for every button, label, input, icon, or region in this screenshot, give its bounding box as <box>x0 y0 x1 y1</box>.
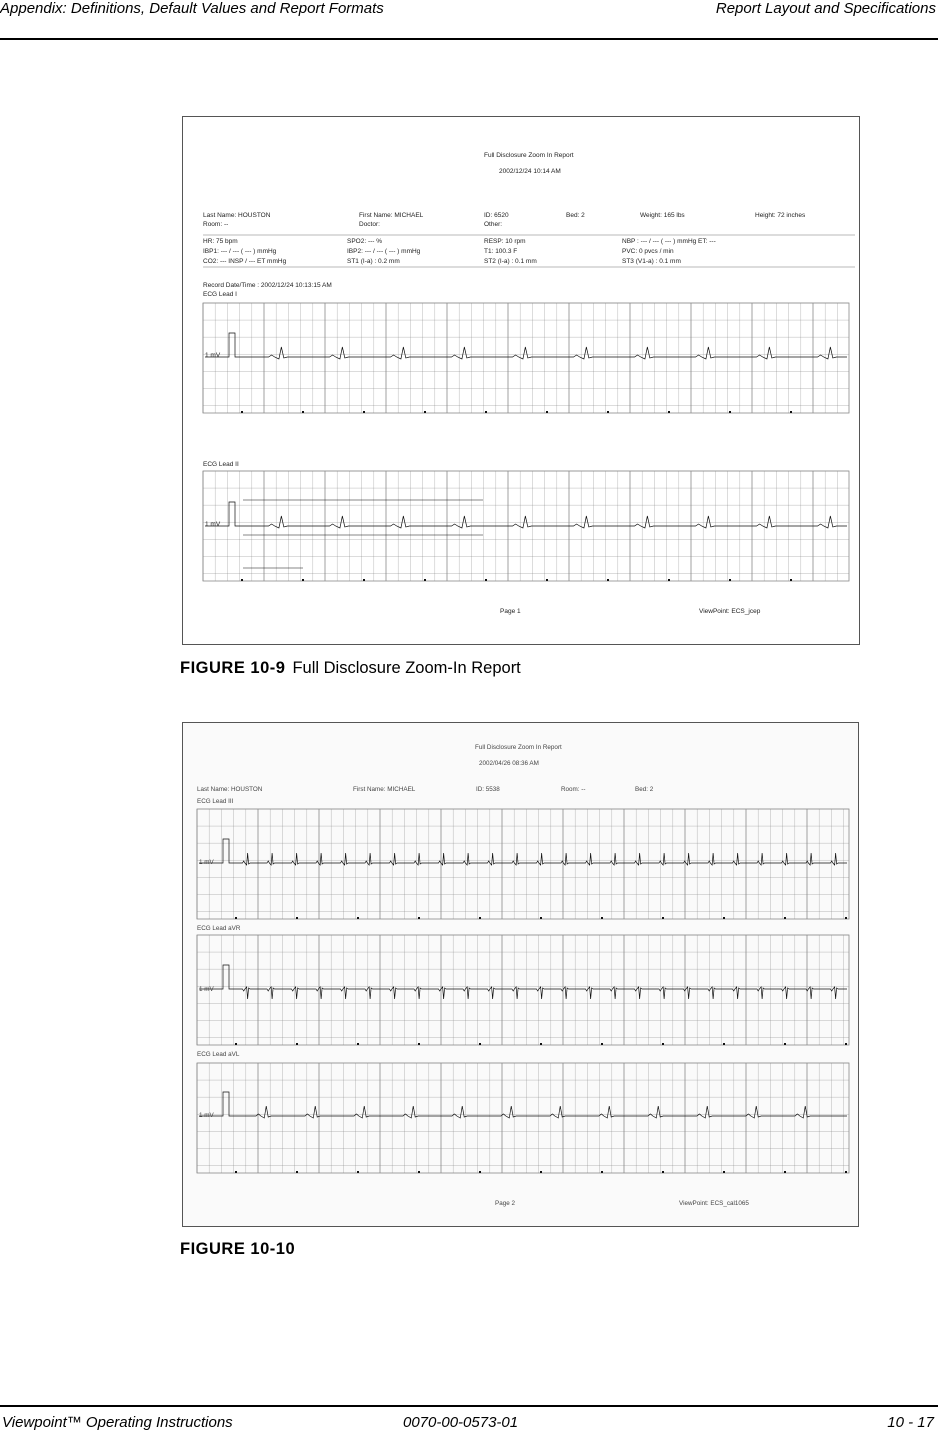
vital-ibp1: IBP1: --- / --- ( --- ) mmHg <box>203 248 277 255</box>
header-rule <box>0 38 938 40</box>
time-tick-mark <box>296 917 298 919</box>
time-tick-mark <box>418 917 420 919</box>
report-page-number: Page 1 <box>500 608 521 615</box>
figure-caption <box>180 1240 302 1259</box>
patient-first-name: First Name: MICHAEL <box>353 786 416 793</box>
lead-label-iii: ECG Lead III <box>197 798 234 805</box>
figure-10-10-report <box>182 722 859 1227</box>
figure-caption <box>180 659 521 678</box>
report-title: Full Disclosure Zoom In Report <box>484 152 574 159</box>
time-tick-mark <box>235 917 237 919</box>
patient-weight: Weight: 165 lbs <box>640 212 685 219</box>
time-tick-mark <box>662 1043 664 1045</box>
time-tick-mark <box>296 1171 298 1173</box>
figure-number: FIGURE 10-9 <box>180 659 286 677</box>
report-viewpoint: ViewPoint: ECS_cal1065 <box>679 1200 749 1207</box>
time-tick-mark <box>235 1043 237 1045</box>
ecg-trace <box>205 333 847 359</box>
time-tick-mark <box>479 1043 481 1045</box>
vital-st2: ST2 (I-a) : 0.1 mm <box>484 258 537 265</box>
calibration-label: 1 mV <box>199 986 214 993</box>
vital-nbp: NBP : --- / --- ( --- ) mmHg ET: --- <box>622 238 716 245</box>
time-tick-mark <box>784 917 786 919</box>
vital-spo2: SPO2: --- % <box>347 238 383 245</box>
record-datetime: Record Date/Time : 2002/12/24 10:13:15 AM <box>203 282 332 289</box>
time-tick-mark <box>546 411 548 413</box>
patient-id: ID: 5538 <box>476 786 500 793</box>
time-tick-mark <box>241 579 243 581</box>
footer-part-number: 0070-00-0573-01 <box>403 1414 519 1431</box>
report-viewpoint: ViewPoint: ECS_jcep <box>699 608 761 615</box>
time-tick-mark <box>424 579 426 581</box>
vital-hr: HR: 75 bpm <box>203 238 238 245</box>
time-tick-mark <box>418 1043 420 1045</box>
patient-height: Height: 72 inches <box>755 212 806 219</box>
vital-resp: RESP: 10 rpm <box>484 238 526 245</box>
patient-id: ID: 6520 <box>484 212 509 219</box>
vital-pvc: PVC: 0 pvcs / min <box>622 248 674 255</box>
time-tick-mark <box>302 579 304 581</box>
time-tick-mark <box>302 411 304 413</box>
time-tick-mark <box>723 1171 725 1173</box>
time-tick-mark <box>601 1043 603 1045</box>
lead-label-avr: ECG Lead aVR <box>197 925 241 932</box>
patient-first-name: First Name: MICHAEL <box>359 212 424 219</box>
figure-number: FIGURE 10-10 <box>180 1240 296 1258</box>
time-tick-mark <box>479 917 481 919</box>
vital-st3: ST3 (V1-a) : 0.1 mm <box>622 258 681 265</box>
time-tick-mark <box>601 917 603 919</box>
patient-bed: Bed: 2 <box>635 786 654 793</box>
page-header <box>0 0 938 40</box>
time-tick-mark <box>601 1171 603 1173</box>
time-tick-mark <box>540 917 542 919</box>
time-tick-mark <box>790 411 792 413</box>
figure-10-9-report <box>182 116 860 645</box>
vital-co2: CO2: --- INSP / --- ET mmHg <box>203 258 287 265</box>
ecg-trace <box>199 839 847 865</box>
ecg-strip-border <box>197 935 849 1045</box>
patient-other: Other: <box>484 221 503 228</box>
time-tick-mark <box>357 1043 359 1045</box>
time-tick-mark <box>723 917 725 919</box>
time-tick-mark <box>363 411 365 413</box>
time-tick-mark <box>845 917 847 919</box>
time-tick-mark <box>784 1171 786 1173</box>
lead-label-avl: ECG Lead aVL <box>197 1051 240 1058</box>
report-datetime: 2002/12/24 10:14 AM <box>499 168 561 175</box>
figure-10-10-grid-svg <box>183 723 858 1226</box>
report-datetime: 2002/04/26 08:36 AM <box>479 760 539 767</box>
patient-doctor: Doctor: <box>359 221 380 228</box>
patient-last-name: Last Name: HOUSTON <box>203 212 271 219</box>
footer-page-number: 10 - 17 <box>887 1414 934 1431</box>
time-tick-mark <box>424 411 426 413</box>
calibration-label: 1 mV <box>205 521 221 528</box>
patient-room: Room: -- <box>203 221 229 228</box>
time-tick-mark <box>784 1043 786 1045</box>
time-tick-mark <box>662 1171 664 1173</box>
lead-label-i: ECG Lead I <box>203 291 237 298</box>
time-tick-mark <box>418 1171 420 1173</box>
time-tick-mark <box>729 411 731 413</box>
time-tick-mark <box>540 1171 542 1173</box>
patient-bed: Bed: 2 <box>566 212 585 219</box>
time-tick-mark <box>668 411 670 413</box>
footer-rule <box>0 1405 938 1407</box>
time-tick-mark <box>845 1043 847 1045</box>
time-tick-mark <box>662 917 664 919</box>
time-tick-mark <box>235 1171 237 1173</box>
patient-room: Room: -- <box>561 786 586 793</box>
vital-ibp2: IBP2: --- / --- ( --- ) mmHg <box>347 248 421 255</box>
calibration-label: 1 mV <box>199 1112 214 1119</box>
time-tick-mark <box>607 579 609 581</box>
time-tick-mark <box>729 579 731 581</box>
report-title: Full Disclosure Zoom In Report <box>475 744 562 751</box>
calibration-label: 1 mV <box>199 859 214 866</box>
time-tick-mark <box>357 1171 359 1173</box>
figure-title: Full Disclosure Zoom-In Report <box>292 659 521 677</box>
time-tick-mark <box>479 1171 481 1173</box>
footer-manual-title: Viewpoint™ Operating Instructions <box>2 1414 233 1431</box>
ecg-trace <box>199 965 847 999</box>
time-tick-mark <box>540 1043 542 1045</box>
time-tick-mark <box>546 579 548 581</box>
header-section-title: Appendix: Definitions, Default Values and Report Formats <box>0 0 384 17</box>
header-chapter-title: Report Layout and Specifications <box>715 0 936 17</box>
ecg-trace <box>205 502 847 528</box>
time-tick-mark <box>357 917 359 919</box>
report-page-number: Page 2 <box>495 1200 515 1207</box>
time-tick-mark <box>790 579 792 581</box>
time-tick-mark <box>723 1043 725 1045</box>
time-tick-mark <box>363 579 365 581</box>
time-tick-mark <box>485 579 487 581</box>
time-tick-mark <box>296 1043 298 1045</box>
time-tick-mark <box>485 411 487 413</box>
time-tick-mark <box>845 1171 847 1173</box>
time-tick-mark <box>668 579 670 581</box>
ecg-strip-border <box>197 1063 849 1173</box>
time-tick-mark <box>241 411 243 413</box>
patient-last-name: Last Name: HOUSTON <box>197 786 263 793</box>
vital-st1: ST1 (I-a) : 0.2 mm <box>347 258 400 265</box>
time-tick-mark <box>607 411 609 413</box>
lead-label-ii: ECG Lead II <box>203 461 239 468</box>
vital-t1: T1: 100.3 F <box>484 248 518 255</box>
figure-10-9-grid-svg <box>183 117 859 644</box>
calibration-label: 1 mV <box>205 352 221 359</box>
